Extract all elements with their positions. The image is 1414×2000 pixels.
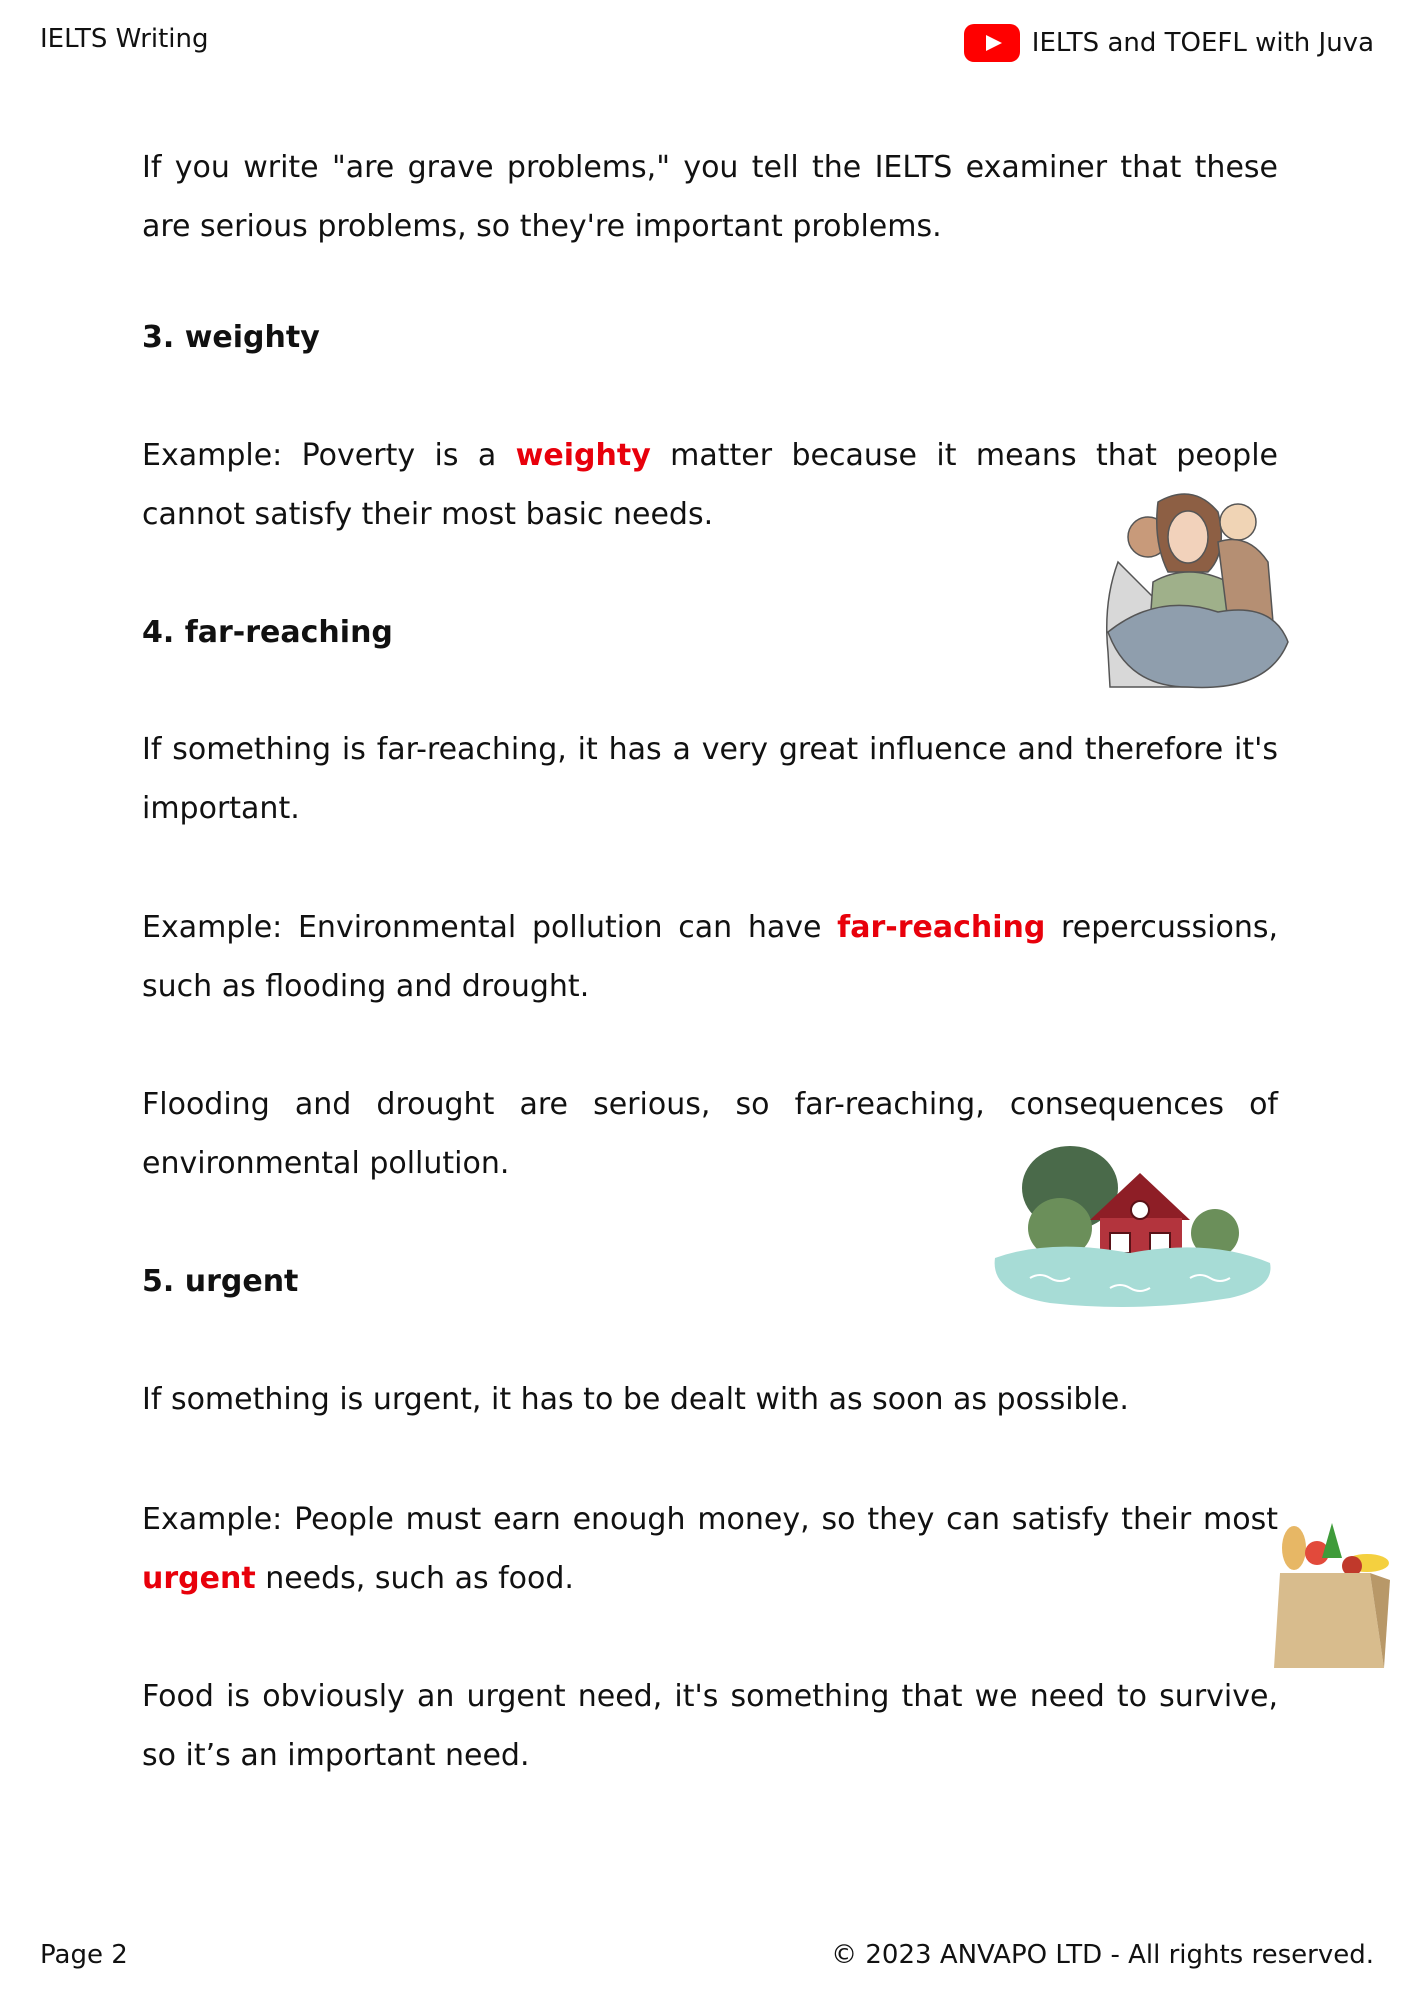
example-urgent-text-1: Example: People must earn enough money, so they can satisfy their most bbox=[142, 1502, 1278, 1537]
paragraph-flooding: Flooding and drought are serious, so far-reaching, consequences of environmental pollution. bbox=[142, 1087, 1278, 1181]
highlight-urgent: urgent bbox=[142, 1561, 256, 1596]
header-right-title: IELTS and TOEFL with Juva bbox=[1031, 28, 1374, 58]
heading-urgent: 5. urgent bbox=[142, 1264, 299, 1299]
example-urgent-text-2: needs, such as food. bbox=[255, 1561, 574, 1596]
grocery-bag-illustration bbox=[1272, 1518, 1392, 1668]
definition-far-reaching: If something is far-reaching, it has a very great influence and therefore it's important. bbox=[142, 732, 1278, 826]
highlight-far-reaching: far-reaching bbox=[837, 910, 1046, 945]
heading-weighty: 3. weighty bbox=[142, 320, 320, 355]
example-far-reaching-text-2: repercussions, such as flooding and drought. bbox=[142, 910, 1279, 1004]
header-right bbox=[964, 24, 1374, 62]
example-far-reaching-text-1: Example: Environmental pollution can have bbox=[142, 910, 838, 945]
flood-house-illustration bbox=[990, 1138, 1276, 1314]
highlight-weighty: weighty bbox=[515, 438, 651, 473]
example-weighty-text-2: matter because it means that people cannot satisfy their most basic needs. bbox=[142, 438, 1278, 532]
page-number: Page 2 bbox=[40, 1940, 128, 1970]
definition-urgent: If something is urgent, it has to be dealt with as soon as possible. bbox=[142, 1382, 1129, 1417]
family-illustration bbox=[1098, 482, 1292, 692]
copyright: © 2023 ANVAPO LTD - All rights reserved. bbox=[831, 1940, 1374, 1970]
paragraph-grave: If you write "are grave problems," you tell the IELTS examiner that these are serious problems, so they're important problems. bbox=[142, 150, 1278, 244]
youtube-icon bbox=[964, 24, 1020, 62]
header-left-title: IELTS Writing bbox=[40, 24, 209, 54]
example-far-reaching bbox=[142, 898, 1278, 1016]
heading-far-reaching: 4. far-reaching bbox=[142, 615, 393, 650]
example-urgent bbox=[142, 1490, 1278, 1608]
example-weighty-text-1: Example: Poverty is a bbox=[142, 438, 516, 473]
paragraph-food: Food is obviously an urgent need, it's something that we need to survive, so it’s an important need. bbox=[142, 1679, 1278, 1773]
